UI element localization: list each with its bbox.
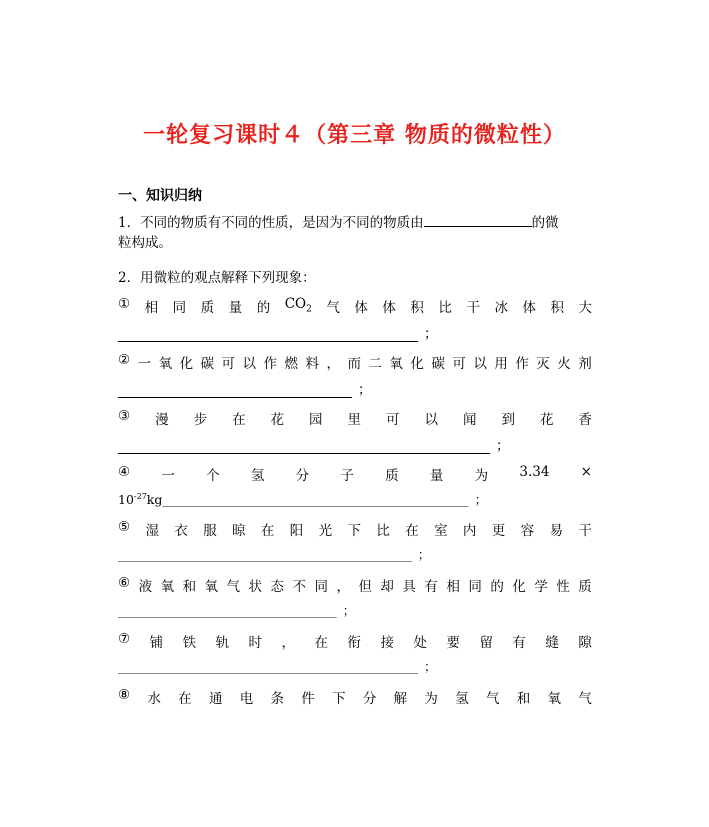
item-4-prefix: 10 [118,492,134,507]
item-char: 可 [386,412,400,428]
item-char: 为 [424,691,438,707]
item-2-answer [118,378,372,398]
item-char: 花 [539,412,554,428]
item-char: 同 [314,579,328,595]
item-char: 燃 [284,356,298,372]
semicolon: ； [496,438,510,454]
item-char: ， [326,356,340,372]
item-char: 相 [446,579,460,595]
item-char: 灭 [536,356,550,372]
item-char: 晾 [232,523,246,539]
item-char: 容 [520,523,535,539]
item-char: 和 [516,691,531,707]
item-1 [118,296,592,318]
item-char: 和 [182,579,197,595]
item-char: 可 [452,356,466,372]
item-char: 铁 [182,635,197,651]
item-char: 料 [305,356,319,372]
item-char: 量 [228,300,243,316]
semicolon: ； [342,603,356,618]
item-char: 衣 [174,523,188,539]
item-char: ④ [118,464,131,480]
item-char: 氧 [389,356,403,372]
item-char: 在 [314,635,329,651]
item-char: 剂 [578,356,592,372]
item-char: 光 [318,523,333,539]
item-char: 下 [332,691,346,707]
item-3 [118,408,592,430]
item-char: ⑧ [118,687,131,703]
item-char: 以 [424,412,438,428]
item-char: 分 [295,468,310,484]
question-1-text-line2: 粒构成。 [118,235,172,251]
item-char: 用 [494,356,508,372]
item-char: 衔 [347,635,361,651]
item-6-blank[interactable]: ___________________________________ [118,603,337,618]
item-char: 同 [172,300,187,316]
item-char: 分 [362,691,377,707]
item-char: ⑤ [118,519,131,535]
item-6-answer [118,601,355,619]
item-char: 铺 [149,635,164,651]
item-char: 作 [515,356,529,372]
item-char: 积 [410,300,424,316]
item-7-text [118,631,592,651]
item-char: 处 [413,635,427,651]
semicolon: ； [424,659,437,674]
item-char: 轨 [215,635,230,651]
item-char: 3.34 [519,464,550,480]
item-char: 二 [368,356,382,372]
item-char: 件 [301,691,315,707]
item-char: 化 [410,356,424,372]
item-char: 一 [137,356,152,372]
item-char: 质 [578,579,592,595]
item-char: 条 [270,691,285,707]
item-5-answer [118,545,430,563]
item-char: 比 [438,300,452,316]
item-char: 一 [161,468,175,484]
item-char: 接 [380,635,394,651]
item-char: 化 [512,579,526,595]
semicolon: ； [474,492,488,507]
item-char: 氧 [204,579,219,595]
item-char: 留 [479,635,493,651]
item-char: 学 [534,579,548,595]
item-char: 漫 [155,412,169,428]
item-char: ② [118,352,131,368]
item-char: 状 [248,579,263,595]
item-char: 具 [402,579,416,595]
item-8-text [118,687,592,707]
item-char: 但 [358,579,372,595]
item-char: 更 [491,523,506,539]
item-char: 在 [405,523,419,539]
item-char: ， [336,579,350,595]
item-char: 可 [221,356,236,372]
item-1-text [118,296,592,316]
item-char: 的 [256,300,271,316]
item-char: 氧 [158,356,173,372]
item-4-text [118,464,592,484]
item-4-exponent: -27 [133,491,147,501]
item-char: 隙 [578,635,592,651]
item-2 [118,352,592,374]
question-2 [118,268,592,288]
item-4-answer [118,490,487,508]
question-2-number: 2． [118,270,141,286]
item-1-blank[interactable] [118,327,418,342]
item-char: 不 [292,579,306,595]
item-char: 要 [446,635,460,651]
item-char: 化 [179,356,194,372]
item-char: 里 [347,412,362,428]
item-char: 氧 [160,579,175,595]
item-char: 而 [347,356,361,372]
item-4-unit: kg [146,492,163,507]
semicolon: ； [424,326,438,342]
item-7-blank[interactable]: ________________________________________________ [118,659,418,674]
item-char: 气 [326,300,340,316]
item-char: 质 [200,300,215,316]
question-1-text-after: 的微 [531,215,559,231]
item-char: 服 [203,523,217,539]
item-char: ⑥ [118,575,131,591]
item-char: 积 [550,300,564,316]
item-char: 体 [522,300,536,316]
item-char: ⑦ [118,631,131,647]
item-char: 以 [473,356,487,372]
item-5-text [118,519,592,539]
item-char: 以 [242,356,257,372]
question-2-text: 用微粒的观点解释下列现象： [140,270,316,286]
item-char: 氧 [547,691,562,707]
item-char: 步 [193,412,208,428]
item-char: 作 [263,356,277,372]
section-heading: 一、知识归纳 [118,188,202,204]
question-1-blank[interactable] [424,212,532,227]
item-char: 量 [429,468,444,484]
item-4 [118,464,592,486]
item-char: 体 [382,300,396,316]
item-char: 时 [248,635,263,651]
item-char: 体 [354,300,368,316]
item-char: 有 [512,635,526,651]
question-1 [118,212,592,253]
item-char: 室 [434,523,448,539]
item-char: 缝 [545,635,559,651]
item-char: 质 [385,468,399,484]
item-char: 解 [393,691,408,707]
item-char: 氢 [250,468,265,484]
item-7-answer [118,657,437,675]
item-char: 同 [468,579,482,595]
item-3-text [118,408,592,428]
item-char: 下 [347,523,361,539]
item-char: 比 [376,523,390,539]
subscript: 2 [306,304,312,315]
item-5 [118,519,592,541]
item-2-text [118,352,592,372]
item-char: 闻 [462,412,477,428]
item-char: 阳 [289,523,304,539]
item-char: 的 [490,579,504,595]
item-char: 性 [556,579,570,595]
item-char: 气 [485,691,500,707]
item-char: 在 [178,691,192,707]
item-char: $CO_2$ [284,296,312,315]
item-char: 冰 [494,300,508,316]
item-char: 态 [270,579,284,595]
item-char: × [580,464,592,480]
item-char: 在 [260,523,275,539]
item-char: 液 [138,579,153,595]
item-char: 通 [208,691,223,707]
item-char: 气 [226,579,241,595]
item-char: 易 [549,523,563,539]
page-title: 一轮复习课时４（第三章 物质的微粒性） [143,123,566,148]
item-char: 碳 [200,356,215,372]
semicolon: ； [358,382,372,398]
item-char: 湿 [145,523,159,539]
item-char: 相 [144,300,159,316]
item-char: 碳 [431,356,445,372]
item-char: 电 [239,691,254,707]
item-char: 水 [147,691,161,707]
item-char: 子 [340,468,354,484]
question-1-text-before: 不同的物质有不同的性质，是因为不同的物质由 [140,215,424,231]
item-char: 个 [206,468,220,484]
item-char: 为 [474,468,489,484]
item-char: ， [281,635,296,651]
item-4-blank[interactable]: _________________________________________________ [162,492,469,507]
item-3-answer [118,434,510,454]
item-char: 到 [501,412,515,428]
item-char: 却 [380,579,394,595]
item-char: 花 [270,412,285,428]
item-char: 在 [232,412,246,428]
item-2-blank[interactable] [118,383,352,398]
item-char: 内 [462,523,477,539]
item-char: 火 [557,356,571,372]
item-3-blank[interactable] [118,439,490,454]
item-char: 干 [578,523,592,539]
item-5-blank[interactable]: _______________________________________________ [118,547,412,562]
item-6 [118,575,592,597]
item-char: 干 [466,300,480,316]
item-char: 园 [309,412,323,428]
item-char: 氢 [455,691,469,707]
item-1-answer [118,322,438,342]
question-1-number: 1． [118,215,141,231]
semicolon: ； [417,547,431,562]
item-char: ① [118,296,131,312]
item-8 [118,687,592,709]
item-char: 香 [578,412,592,428]
item-char: 大 [578,300,592,316]
item-char: ③ [118,408,131,424]
item-char: 有 [424,579,438,595]
item-7 [118,631,592,653]
item-6-text [118,575,592,595]
item-char: 气 [578,691,592,707]
